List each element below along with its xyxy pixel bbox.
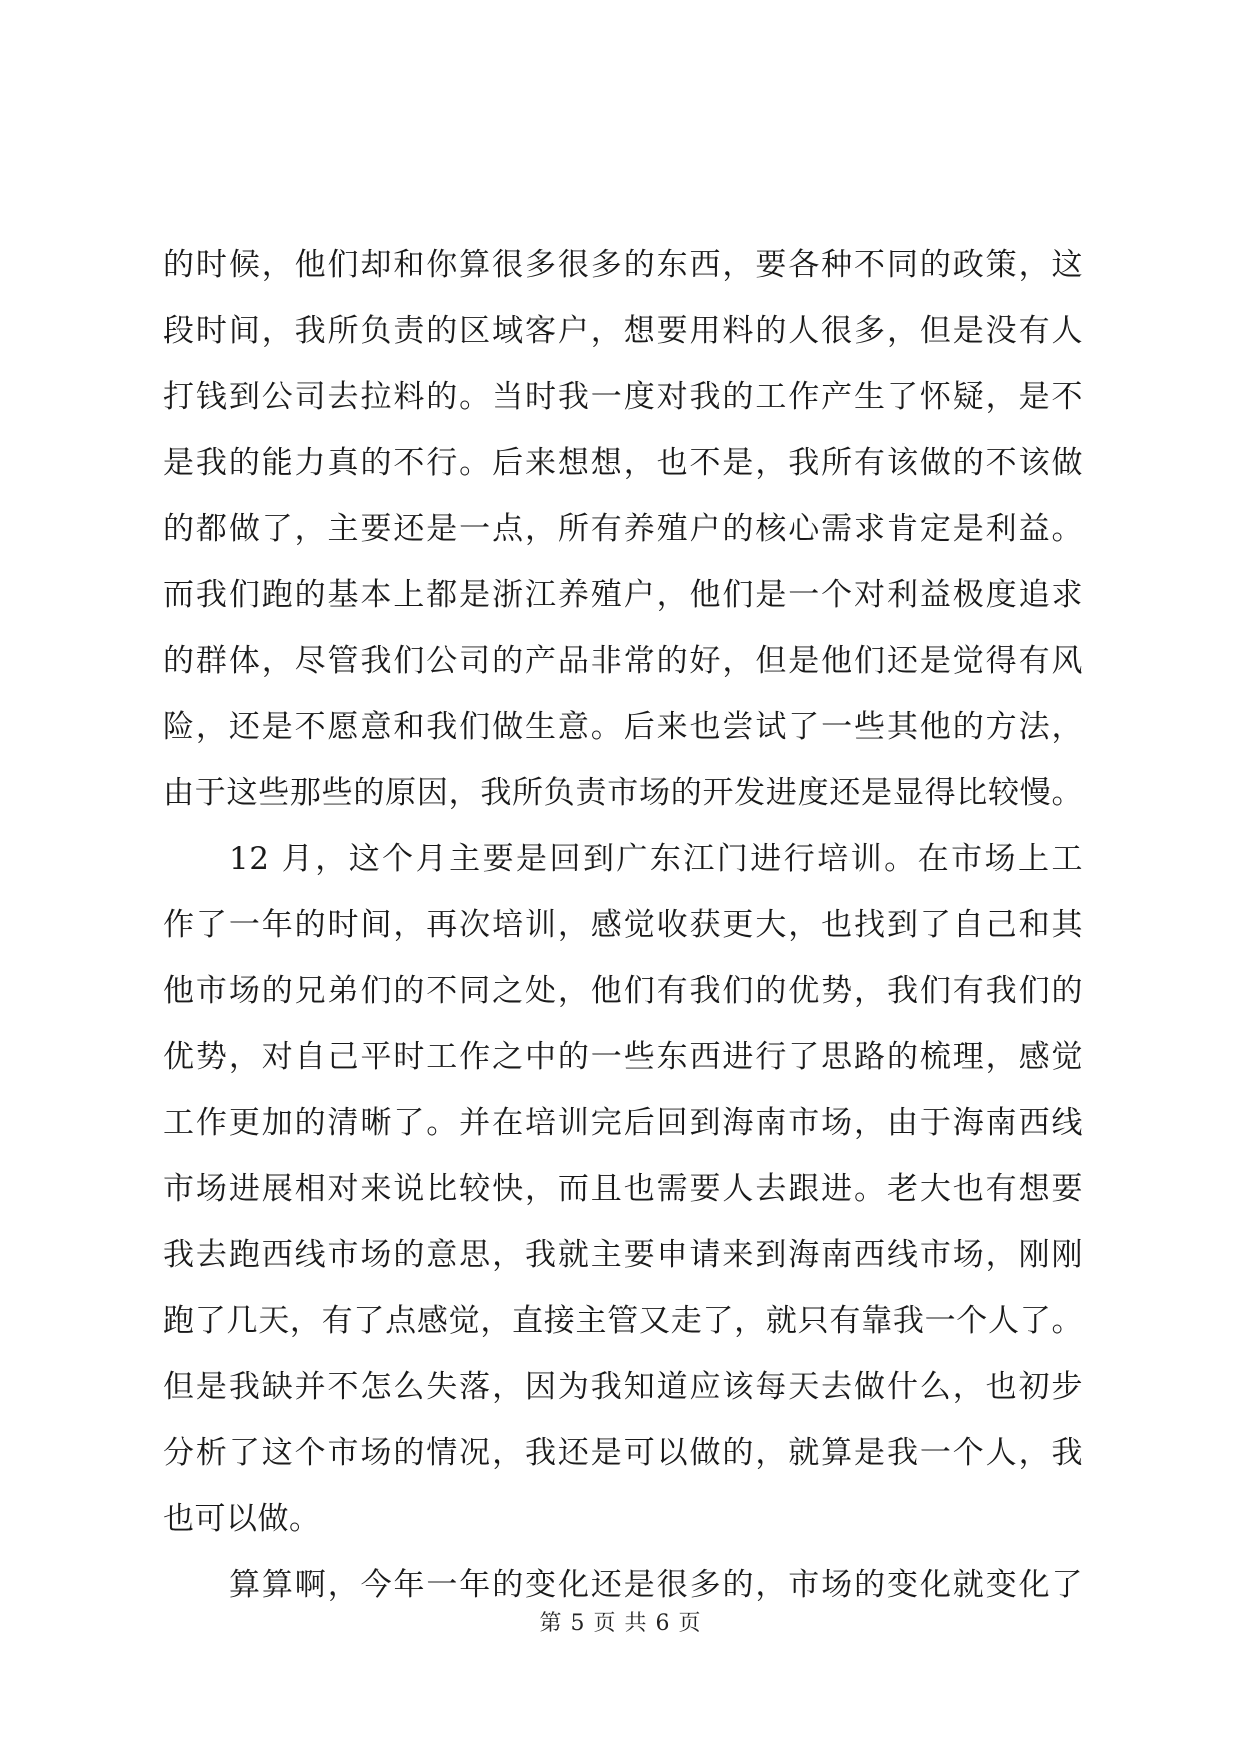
text-line: 的群体，尽管我们公司的产品非常的好，但是他们还是觉得有风 [163, 643, 1083, 679]
text-line: 我去跑西线市场的意思，我就主要申请来到海南西线市场，刚刚 [163, 1237, 1083, 1273]
text-line: 的时候，他们却和你算很多很多的东西，要各种不同的政策，这 [163, 247, 1083, 283]
text-line: 跑了几天，有了点感觉，直接主管又走了，就只有靠我一个人了。 [163, 1303, 1083, 1339]
text-line: 12 月，这个月主要是回到广东江门进行培训。在市场上工 [229, 841, 1083, 877]
document-body [163, 232, 1083, 1618]
text-line: 市场进展相对来说比较快，而且也需要人去跟进。老大也有想要 [163, 1171, 1083, 1207]
text-line: 是我的能力真的不行。后来想想，也不是，我所有该做的不该做 [163, 445, 1083, 481]
text-line: 他市场的兄弟们的不同之处，他们有我们的优势，我们有我们的 [163, 973, 1083, 1009]
text-line: 而我们跑的基本上都是浙江养殖户，他们是一个对利益极度追求 [163, 577, 1083, 613]
text-line: 工作更加的清晰了。并在培训完后回到海南市场，由于海南西线 [163, 1105, 1083, 1141]
page-number-footer: 第 5 页 共 6 页 [539, 1611, 702, 1636]
text-line: 段时间，我所负责的区域客户，想要用料的人很多，但是没有人 [163, 313, 1083, 349]
text-line: 的都做了，主要还是一点，所有养殖户的核心需求肯定是利益。 [163, 511, 1083, 547]
text-line: 优势，对自己平时工作之中的一些东西进行了思路的梳理，感觉 [163, 1039, 1083, 1075]
text-line: 分析了这个市场的情况，我还是可以做的，就算是我一个人，我 [163, 1435, 1083, 1471]
text-line: 打钱到公司去拉料的。当时我一度对我的工作产生了怀疑，是不 [163, 379, 1083, 415]
text-line: 但是我缺并不怎么失落，因为我知道应该每天去做什么，也初步 [163, 1369, 1083, 1405]
text-line: 也可以做。 [163, 1501, 321, 1537]
text-line: 由于这些那些的原因，我所负责市场的开发进度还是显得比较慢。 [163, 775, 1083, 811]
text-line: 险，还是不愿意和我们做生意。后来也尝试了一些其他的方法， [163, 709, 1083, 745]
text-line: 作了一年的时间，再次培训，感觉收获更大，也找到了自己和其 [163, 907, 1083, 943]
text-line: 算算啊，今年一年的变化还是很多的，市场的变化就变化了 [229, 1567, 1083, 1603]
